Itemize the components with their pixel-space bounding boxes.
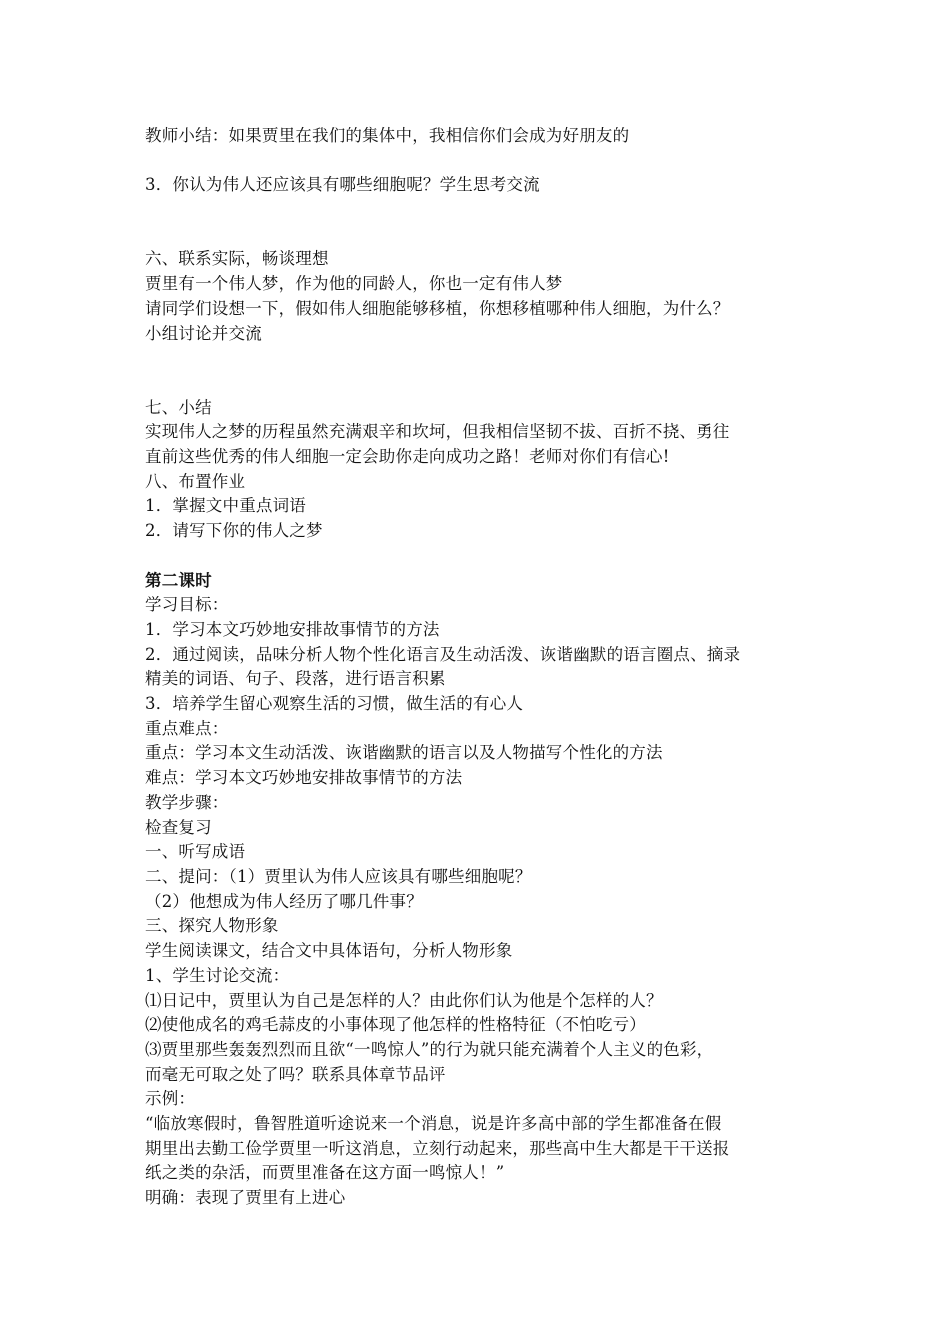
text-line: 贾里有一个伟人梦，作为他的同龄人，你也一定有伟人梦	[145, 274, 563, 294]
section-heading: 八、布置作业	[145, 471, 246, 491]
text-line: 小组讨论并交流	[145, 323, 262, 343]
section-heading: 七、小结	[145, 397, 212, 417]
text-line: 精美的词语、句子、段落，进行语言积累	[145, 669, 446, 689]
text-line: （2）他想成为伟人经历了哪几件事？	[145, 891, 423, 911]
text-line: 3．培养学生留心观察生活的习惯，做生活的有心人	[145, 694, 524, 714]
text-line: 学习目标：	[145, 595, 229, 615]
document-body	[145, 124, 825, 1211]
blank-line	[145, 198, 825, 223]
section-heading: 一、听写成语	[145, 842, 246, 862]
text-line: “临放寒假时，鲁智胜道听途说来一个消息，说是许多高中部的学生都准备在假	[145, 1114, 722, 1134]
text-line: 纸之类的杂活，而贾里准备在这方面一鸣惊人！”	[145, 1163, 505, 1183]
text-line: 请同学们设想一下，假如伟人细胞能够移植，你想移植哪种伟人细胞，为什么？	[145, 298, 730, 318]
text-line: 明确：表现了贾里有上进心	[145, 1188, 346, 1208]
text-line: 重点：学习本文生动活泼、诙谐幽默的语言以及人物描写个性化的方法	[145, 743, 663, 763]
text-line: 教师小结：如果贾里在我们的集体中，我相信你们会成为好朋友的	[145, 126, 630, 145]
text-line: 1．学习本文巧妙地安排故事情节的方法	[145, 619, 440, 639]
text-line: 重点难点：	[145, 718, 229, 738]
text-line: 难点：学习本文巧妙地安排故事情节的方法	[145, 768, 463, 788]
text-line: 而毫无可取之处了吗？联系具体章节品评	[145, 1064, 446, 1084]
text-line: 1．掌握文中重点词语	[145, 496, 306, 516]
text-line: 学生阅读课文，结合文中具体语句，分析人物形象	[145, 941, 513, 961]
section-heading: 二、提问：（1）贾里认为伟人应该具有哪些细胞呢？	[145, 867, 532, 886]
blank-line	[145, 223, 825, 248]
text-line: 教学步骤：	[145, 792, 229, 812]
blank-line	[145, 544, 825, 569]
text-line: 1、学生讨论交流：	[145, 965, 290, 985]
text-line: 2．请写下你的伟人之梦	[145, 521, 323, 541]
text-line: ⑶贾里那些轰轰烈烈而且欲“一鸣惊人”的行为就只能充满着个人主义的色彩，	[145, 1039, 714, 1059]
text-line: 期里出去勤工俭学贾里一听这消息，立刻行动起来，那些高中生大都是干干送报	[145, 1138, 730, 1158]
text-line: ⑴日记中，贾里认为自己是怎样的人？由此你们认为他是个怎样的人？	[145, 990, 663, 1010]
text-line: 示例：	[145, 1089, 196, 1109]
blank-line	[145, 371, 825, 396]
text-line: 2．通过阅读，品味分析人物个性化语言及生动活泼、诙谐幽默的语言圈点、摘录	[145, 644, 741, 664]
section-heading: 三、探究人物形象	[145, 916, 279, 936]
text-line: 直前这些优秀的伟人细胞一定会助你走向成功之路！老师对你们有信心!	[145, 447, 670, 467]
section-heading: 六、联系实际，畅谈理想	[145, 249, 329, 269]
blank-line	[145, 149, 825, 174]
text-line: 实现伟人之梦的历程虽然充满艰辛和坎坷，但我相信坚韧不拔、百折不挠、勇往	[145, 422, 730, 442]
text-line: 检查复习	[145, 817, 212, 837]
blank-line	[145, 346, 825, 371]
text-line: 3．你认为伟人还应该具有哪些细胞呢？学生思考交流	[145, 175, 540, 195]
text-line: ⑵使他成名的鸡毛蒜皮的小事体现了他怎样的性格特征（不怕吃亏）	[145, 1015, 646, 1035]
lesson-title: 第二课时	[145, 570, 212, 590]
